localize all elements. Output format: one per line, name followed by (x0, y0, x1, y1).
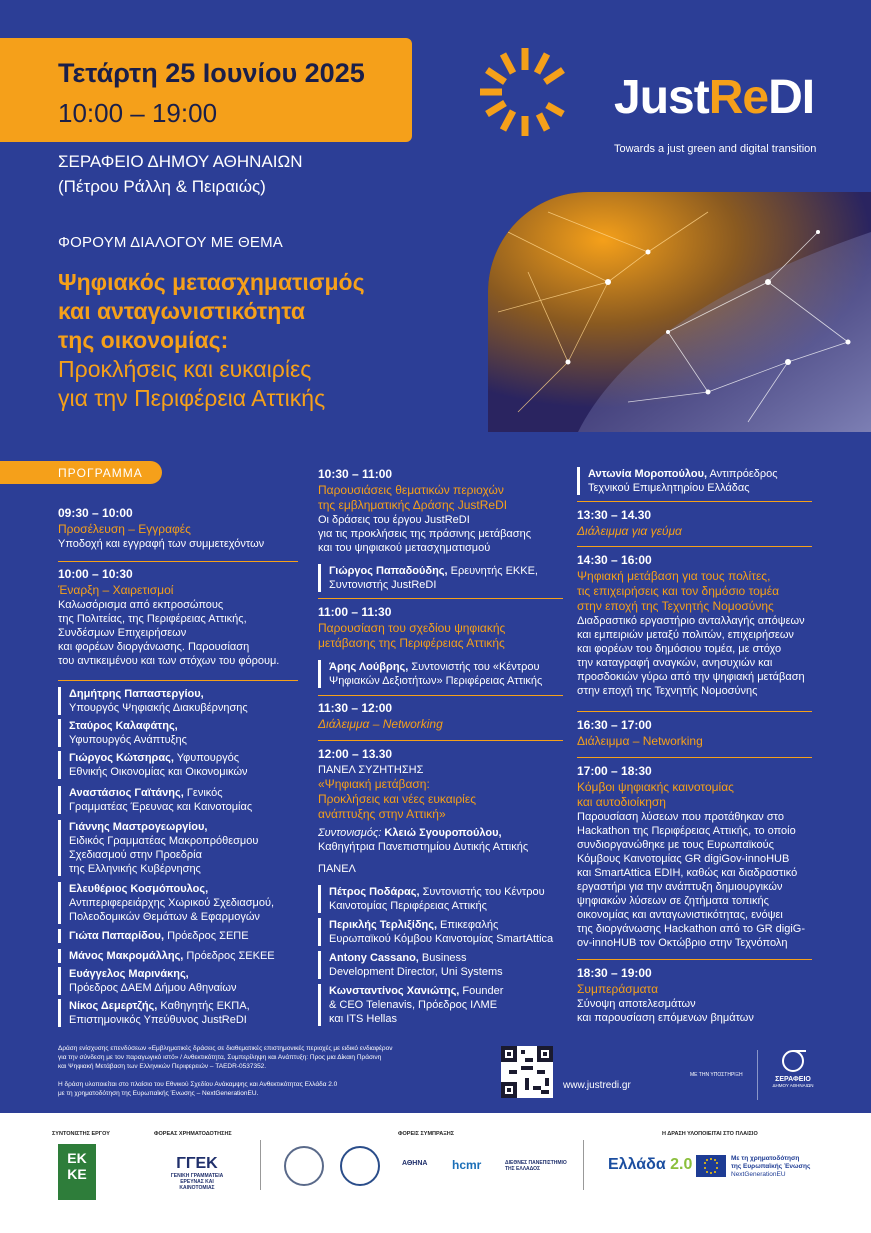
speaker-role: Ερευνητής ΕΚΚΕ, (447, 565, 538, 577)
speaker-role: Σχεδιασμού στην Προεδρία (69, 849, 202, 861)
greece20-logo (608, 1156, 692, 1174)
session-text: και φορέων διοργάνωσης. Παρουσίαση (58, 641, 250, 653)
speaker (318, 885, 566, 913)
speaker-role: Founder (459, 985, 504, 997)
session-heading: μετάβασης της Περιφέρειας Αττικής (318, 636, 505, 650)
website-link[interactable]: www.justredi.gr (563, 1080, 631, 1091)
session-heading: Κόμβοι ψηφιακής καινοτομίας (577, 780, 734, 794)
speaker (318, 951, 566, 979)
session-time: 12:00 – 13.30 (318, 747, 393, 761)
speaker-name: Πέτρος Ποδάρας, (329, 886, 420, 898)
athena-logo: ΑΘΗΝΑ (402, 1160, 428, 1167)
speaker (58, 751, 303, 779)
session-text: για τις προκλήσεις της πράσινης μετάβασης (318, 528, 532, 540)
title-line: και ανταγωνιστικότητα (58, 298, 306, 324)
session-text: οικονομίας και ανταγωνιστικότητας, ενόψει (577, 909, 783, 921)
fine-print-line: και Ψηφιακή Μετάβαση των Ελληνικών Περιφερειών – TAEDR-0537352. (58, 1063, 267, 1070)
coordinator-label: Συντονισμός: (318, 827, 385, 839)
session-heading: τις επιχειρήσεις και τον δημόσιο τομέα (577, 584, 780, 598)
program-label: ΠΡΟΓΡΑΜΜΑ (58, 466, 143, 480)
divider (58, 680, 298, 681)
subtitle-line: Προκλήσεις και ευκαιρίες (58, 356, 312, 382)
speaker-name: Νίκος Δεμερτζής, (69, 1000, 158, 1012)
panel-label: ΠΑΝΕΛ (318, 863, 356, 875)
fine-print-line: με τη χρηματοδότηση της Ευρωπαϊκής Ένωσης – NextGenerationEU. (58, 1090, 259, 1097)
speaker (577, 467, 817, 495)
session-heading: Παρουσιάσεις θεματικών περιοχών (318, 483, 504, 497)
session-text: Παρουσίαση λύσεων που προτάθηκαν στο (577, 811, 784, 823)
session-text: Οι δράσεις του έργου JustReDI (318, 514, 470, 526)
logo-just: Just (614, 71, 709, 124)
session-text: την καταγραφή αναγκών, ανησυχιών και (577, 657, 773, 669)
justredi-logo (614, 70, 814, 125)
eu-text-line: της Ευρωπαϊκής Ένωσης (731, 1163, 811, 1170)
divider (577, 546, 812, 547)
divider (318, 695, 563, 696)
speaker (58, 786, 303, 814)
coordinator-label: ΣΥΝΤΟΝΙΣΤΗΣ ΕΡΓΟΥ (52, 1131, 110, 1137)
session-heading: Προσέλευση – Εγγραφές (58, 522, 191, 536)
session-heading: Παρουσίαση του σχεδίου ψηφιακής (318, 621, 506, 635)
speaker-role: Υπουργός Ψηφιακής Διακυβέρνησης (69, 702, 248, 714)
session-text: Κόμβους Καινοτομίας GR digiGov-innoHUB (577, 853, 790, 865)
eu-flag-icon (696, 1155, 726, 1177)
speaker-role: Γραμματέας Έρευνας και Καινοτομίας (69, 801, 253, 813)
session-text: και του ψηφιακού μετασχηματισμού (318, 542, 491, 554)
speaker-name: Περικλής Τερλιξίδης, (329, 919, 437, 931)
session-opening (58, 567, 303, 668)
speaker-name: Γιώργος Κώτσηρας, (69, 752, 174, 764)
gsrt-name: ΓΓΕΚ (176, 1155, 218, 1172)
venue-name: ΣΕΡΑΦΕΙΟ ΔΗΜΟΥ ΑΘΗΝΑΙΩΝ (58, 152, 303, 171)
speaker-role: Πολεοδομικών Θεμάτων & Εφαρμογών (69, 911, 260, 923)
ihu-logo: ΔΙΕΘΝΕΣ ΠΑΝΕΠΙΣΤΗΜΙΟ ΤΗΣ ΕΛΛΑΔΟΣ (505, 1160, 567, 1172)
session-time: 13:30 – 14.30 (577, 508, 652, 522)
ekke-logo: ΕΚ ΚΕ (58, 1144, 96, 1200)
divider (577, 501, 812, 502)
serafeio-sub: ΔΗΜΟΥ ΑΘΗΝΑΙΩΝ (772, 1083, 814, 1088)
session-time: 10:00 – 10:30 (58, 567, 133, 581)
speaker-role: Πρόεδρος ΔΑΕΜ Δήμου Αθηναίων (69, 982, 237, 994)
speaker-role: Αντιπρόεδρος (707, 468, 778, 480)
session-text: ψηφιακών λύσεων σε ζητήματα τοπικής (577, 895, 769, 907)
speaker-name: Ευάγγελος Μαρινάκης, (69, 968, 189, 980)
eu-text-line: Με τη χρηματοδότηση (731, 1155, 800, 1162)
divider (757, 1050, 758, 1100)
session-heading: της εμβληματικής Δράσης JustReDI (318, 498, 508, 512)
speaker-role: Γενικός (183, 787, 223, 799)
speaker-name: Γιώτα Παπαρίδου, (69, 930, 165, 942)
session-panel (318, 747, 566, 876)
university-seal-icon (340, 1146, 380, 1186)
session-text: Καλωσόρισμα από εκπροσώπους (58, 599, 224, 611)
session-heading: Διάλειμμα – Networking (577, 734, 703, 748)
fine-print-line: Η δράση υλοποιείται στο πλαίσιο του Εθνικού Σχεδίου Ανάκαμψης και Ανθεκτικότητας Ελλάδα 2.0 (58, 1081, 338, 1088)
speaker-role: Ψηφιακών Δεξιοτήτων» Περιφέρειας Αττικής (329, 675, 543, 687)
session-heading: Έναρξη – Χαιρετισμοί (58, 583, 174, 597)
logo-re: Re (708, 71, 769, 124)
serafeio-icon (780, 1048, 806, 1074)
session-heading: «Ψηφιακή μετάβαση: (318, 777, 430, 791)
divider (58, 561, 298, 562)
speaker-role: Development Director, Uni Systems (329, 966, 503, 978)
title-line: της οικονομίας: (58, 327, 229, 353)
session-heading: στην εποχή της Τεχνητής Νομοσύνης (577, 599, 774, 613)
session-text: Διαδραστικό εργαστήριο ανταλλαγής απόψεων (577, 615, 805, 627)
speaker-name: Αντωνία Μοροπούλου, (588, 468, 708, 480)
session-text: ov-innoHUB τον Οκτώβριο στην Τεχνόπολη (577, 937, 788, 949)
speaker-role: Επικεφαλής (437, 919, 499, 931)
speaker-role: και ITS Hellas (329, 1013, 397, 1025)
session-heading: και αυτοδιοίκηση (577, 795, 666, 809)
speaker-name: Γιάννης Μαστρογεωργίου, (69, 821, 208, 833)
speaker (58, 820, 303, 876)
logo-di: DI (768, 71, 815, 124)
event-subtitle (58, 355, 478, 413)
divider (318, 598, 563, 599)
session-text: εργαστήρι για την ανάπτυξη δημιουργικών (577, 881, 783, 893)
title-line: Ψηφιακός μετασχηματισμός (58, 269, 365, 295)
session-heading: Διάλειμμα – Networking (318, 717, 443, 731)
speaker (58, 967, 303, 995)
speaker-role: Καθηγητής ΕΚΠΑ, (157, 1000, 250, 1012)
subtitle-line: για την Περιφέρεια Αττικής (58, 385, 326, 411)
session-text: Σύνοψη αποτελεσμάτων (577, 998, 696, 1010)
speaker-name: Antony Cassano, (329, 952, 419, 964)
session-time: 14:30 – 16:00 (577, 553, 652, 567)
divider (318, 740, 563, 741)
session-plan (318, 605, 566, 651)
session-text: και φορέων του δημόσιου τομέα, με στόχο (577, 643, 782, 655)
speaker (58, 929, 303, 943)
speaker-role: Ευρωπαϊκού Κόμβου Καινοτομίας SmartAttica (329, 933, 554, 945)
university-seal-icon (284, 1146, 324, 1186)
fine-print-line: Δράση ενίσχυσης επενδύσεων «Εμβληματικές δράσεις σε διαθεματικές επιστημονικές περιοχές με ειδικό ενδιαφέρον (58, 1045, 393, 1052)
speaker-role: Ειδικός Γραμματέας Μακροπρόθεσμου (69, 835, 259, 847)
speaker-role: Business (418, 952, 467, 964)
session-text: και SmartAttica EDIH, καθώς και διαδραστικό (577, 867, 798, 879)
coordinator-role: Καθηγήτρια Πανεπιστημίου Δυτικής Αττικής (318, 841, 529, 853)
fine-print-recovery (58, 1080, 498, 1098)
speaker-role: Συντονιστής του «Κέντρου (408, 661, 540, 673)
session-heading: ανάπτυξης στην Αττική» (318, 807, 446, 821)
speaker-role: Τεχνικού Επιμελητηρίου Ελλάδας (588, 482, 750, 494)
session-text: Hackathon της Περιφέρειας Αττικής, το οποίο (577, 825, 796, 837)
session-heading: Προκλήσεις και νέες ευκαιρίες (318, 792, 476, 806)
speaker (318, 564, 566, 592)
network-hero-image (488, 192, 871, 432)
hcmr-logo: hcmr (452, 1158, 482, 1172)
speaker (58, 719, 303, 747)
speaker (318, 984, 566, 1026)
panel-label: ΠΑΝΕΛ ΣΥΖΗΤΗΣΗΣ (318, 764, 424, 776)
session-text: του αντικειμένου και των στόχων του φόρουμ. (58, 655, 280, 667)
session-time: 18:30 – 19:00 (577, 966, 652, 980)
forum-label: ΦΟΡΟΥΜ ΔΙΑΛΟΓΟΥ ΜΕ ΘΕΜΑ (58, 234, 284, 251)
speaker-role: Εθνικής Οικονομίας και Οικονομικών (69, 766, 248, 778)
divider (260, 1140, 261, 1190)
session-break (577, 718, 817, 749)
framework-label: Η ΔΡΑΣΗ ΥΛΟΠΟΙΕΙΤΑΙ ΣΤΟ ΠΛΑΙΣΙΟ (662, 1131, 758, 1137)
speaker-role: Επιστημονικός Υπεύθυνος JustReDI (69, 1014, 247, 1026)
session-text: της Πολιτείας, της Περιφέρειας Αττικής, (58, 613, 247, 625)
session-text: συνδιοργανώθηκε με τους Ευρωπαϊκούς (577, 839, 774, 851)
speaker (58, 687, 303, 715)
session-hubs (577, 764, 822, 950)
speaker-role: & CEO Telenavis, Πρόεδρος ΙΛΜΕ (329, 999, 498, 1011)
divider (577, 757, 812, 758)
session-text: στην εποχή της Τεχνητής Νομοσύνης (577, 685, 758, 697)
session-time: 09:30 – 10:00 (58, 506, 133, 520)
speaker-name: Ελευθέριος Κοσμόπουλος, (69, 883, 209, 895)
speaker-name: Άρης Λούβρης, (329, 661, 409, 673)
fine-print-line: για την σύνδεση με τον παραγωγικό ιστό» / Ανθεκτικότητα, Συμπερίληψη και Ανάπτυξη: Προς μια Δίκαιη Πράσινη (58, 1054, 382, 1061)
session-time: 16:30 – 17:00 (577, 718, 652, 732)
event-date: Τετάρτη 25 Ιουνίου 2025 (58, 58, 365, 88)
eu-text-line: NextGenerationEU (731, 1171, 786, 1178)
session-text: Συνδέσμων Επιχειρήσεων (58, 627, 187, 639)
logo-tagline: Towards a just green and digital transition (614, 143, 817, 155)
session-heading: Ψηφιακή μετάβαση για τους πολίτες, (577, 569, 771, 583)
support-label: ΜΕ ΤΗΝ ΥΠΟΣΤΗΡΙΞΗ (690, 1072, 743, 1078)
sun-icon (475, 40, 575, 140)
session-time: 10:30 – 11:00 (318, 467, 393, 481)
partners-label: ΦΟΡΕΙΣ ΣΥΜΠΡΑΞΗΣ (398, 1131, 455, 1137)
speaker-role: της Ελληνικής Κυβέρνησης (69, 863, 201, 875)
session-conclusions (577, 966, 817, 1025)
session-text: της διοργάνωσης Hackathon από το GR digiG- (577, 923, 806, 935)
fine-print-funding (58, 1044, 498, 1071)
eu-funding-text (731, 1155, 821, 1179)
speaker-name: Γιώργος Παπαδούδης, (329, 565, 448, 577)
event-title (58, 268, 478, 355)
gsrt-sub: ΓΕΝΙΚΗ ΓΡΑΜΜΑΤΕΙΑ ΕΡΕΥΝΑΣ ΚΑΙ ΚΑΙΝΟΤΟΜΙΑΣ (170, 1173, 224, 1191)
ellada-text: Ελλάδα (608, 1156, 666, 1173)
serafeio-name: ΣΕΡΑΦΕΙΟ (775, 1076, 811, 1083)
speaker-role: Συντονιστής JustReDI (329, 579, 437, 591)
speaker-name: Σταύρος Καλαφάτης, (69, 720, 178, 732)
speaker (58, 882, 303, 924)
speaker-role: Πρόεδρος ΣΕΠΕ (164, 930, 249, 942)
speaker-role: Πρόεδρος ΣΕΚΕΕ (183, 950, 275, 962)
speaker (318, 918, 566, 946)
speaker-role: Αντιπεριφερειάρχης Χωρικού Σχεδιασμού, (69, 897, 275, 909)
speaker-role: Συντονιστής του Κέντρου (419, 886, 545, 898)
session-time: 17:00 – 18:30 (577, 764, 652, 778)
speaker-role: Υφυπουργός (173, 752, 239, 764)
qr-code[interactable] (501, 1046, 553, 1098)
funding-label: ΦΟΡΕΑΣ ΧΡΗΜΑΤΟΔΟΤΗΣΗΣ (154, 1131, 232, 1137)
speaker-name: Αναστάσιος Γαϊτάνης, (69, 787, 184, 799)
serafeio-logo (768, 1048, 818, 1103)
session-heading: Συμπεράσματα (577, 982, 659, 996)
coordinator (318, 826, 566, 840)
speaker (318, 660, 566, 688)
session-workshop (577, 553, 822, 698)
session-time: 11:30 – 12:00 (318, 701, 393, 715)
speaker-name: Δημήτρης Παπαστεργίου, (69, 688, 204, 700)
speaker-name: Κωνσταντίνος Χανιώτης, (329, 985, 460, 997)
session-time: 11:00 – 11:30 (318, 605, 392, 619)
session-registration (58, 506, 298, 551)
divider (577, 711, 812, 712)
divider (583, 1140, 584, 1190)
speaker-role: Υφυπουργός Ανάπτυξης (69, 734, 187, 746)
speaker-role: Καινοτομίας Περιφέρειας Αττικής (329, 900, 487, 912)
session-text: προσδοκιών γύρω από την ψηφιακή μετάβαση (577, 671, 805, 683)
session-break (318, 701, 566, 732)
event-time: 10:00 – 19:00 (58, 98, 218, 128)
session-text: και εμπειριών μεταξύ πολιτών, επιχειρήσεων (577, 629, 794, 641)
gsrt-logo (162, 1155, 232, 1191)
speaker (58, 999, 303, 1027)
venue-address: (Πέτρου Ράλλη & Πειραιώς) (58, 177, 266, 196)
speaker-name: Μάνος Μακρομάλλης, (69, 950, 184, 962)
ellada-num: 2.0 (670, 1156, 693, 1173)
coordinator-name: Κλειώ Σγουροπούλου, (384, 827, 502, 839)
session-text: Υποδοχή και εγγραφή των συμμετεχόντων (58, 538, 265, 550)
session-presentations (318, 467, 566, 555)
session-text: και παρουσίαση επόμενων βημάτων (577, 1012, 754, 1024)
divider (577, 959, 812, 960)
session-heading: Διάλειμμα για γεύμα (577, 524, 682, 538)
session-lunch (577, 508, 817, 539)
speaker (58, 949, 303, 963)
